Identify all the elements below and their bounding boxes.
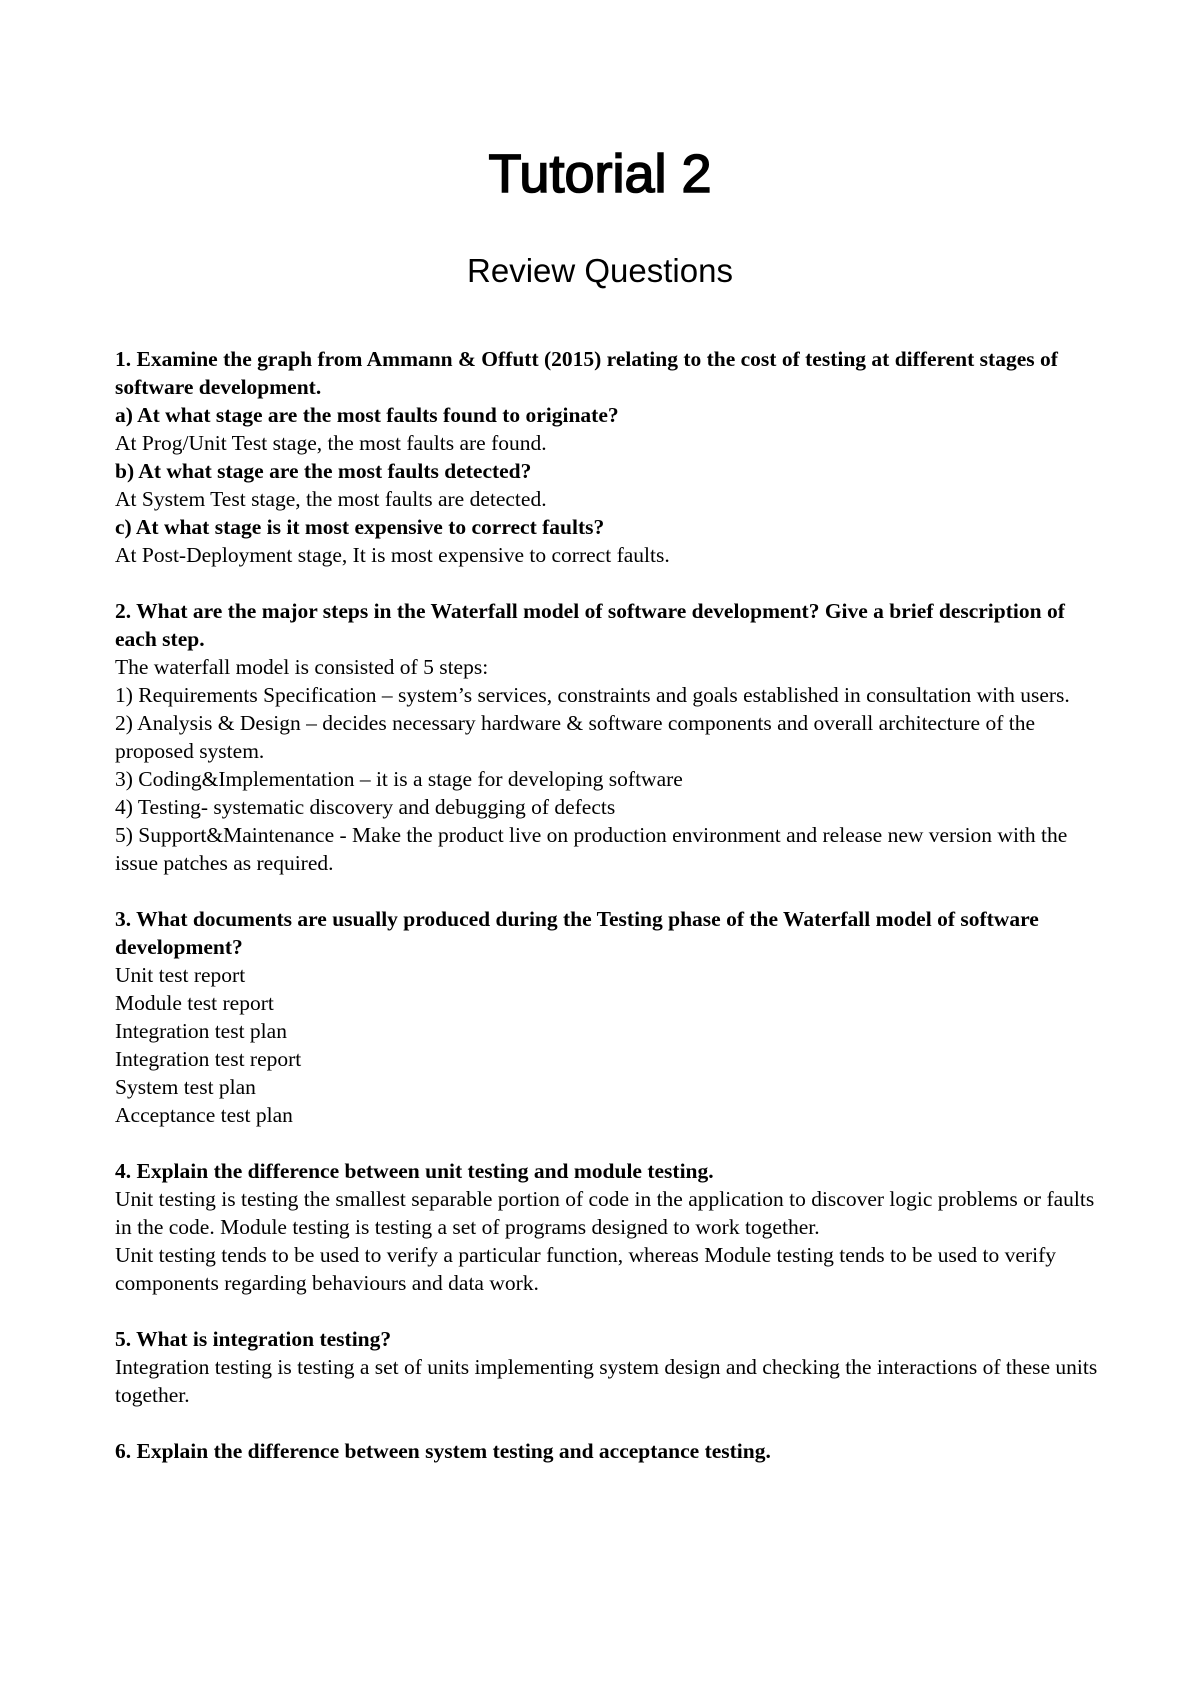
document-body [115, 345, 1100, 1493]
question-1c-text: c) At what stage is it most expensive to correct faults? [115, 515, 605, 539]
question-5-text: 5. What is integration testing? [115, 1327, 392, 1351]
question-1a-text: a) At what stage are the most faults found to originate? [115, 403, 619, 427]
question-block-3 [115, 905, 1100, 1129]
list-item: 1) Requirements Specification – system’s services, constraints and goals established in consultation with users. [115, 683, 1070, 707]
answer-1a-text: At Prog/Unit Test stage, the most faults are found. [115, 431, 547, 455]
question-block-4 [115, 1157, 1100, 1297]
question-1-text: 1. Examine the graph from Ammann & Offutt (2015) relating to the cost of testing at different stages of software development. [115, 347, 1058, 399]
answer-2-intro: The waterfall model is consisted of 5 steps: [115, 655, 489, 679]
list-item: Unit test report [115, 963, 246, 987]
answer-4-paragraph-1: Unit testing is testing the smallest separable portion of code in the application to discover logic problems or faults in the code. Module testing is testing a set of programs designed to work together. [115, 1187, 1095, 1239]
question-block-6 [115, 1437, 1100, 1465]
answer-4-paragraph-2: Unit testing tends to be used to verify a particular function, whereas Module testing tends to be used to verify components regarding behaviours and data work. [115, 1243, 1056, 1295]
answer-1c-text: At Post-Deployment stage, It is most expensive to correct faults. [115, 543, 670, 567]
testing-documents-list [115, 961, 1100, 1129]
question-2-text: 2. What are the major steps in the Waterfall model of software development? Give a brief description of each step. [115, 599, 1065, 651]
question-block-2 [115, 597, 1100, 877]
list-item: Integration test report [115, 1047, 302, 1071]
list-item: 4) Testing- systematic discovery and debugging of defects [115, 795, 616, 819]
question-4-text: 4. Explain the difference between unit testing and module testing. [115, 1159, 714, 1183]
question-3-text: 3. What documents are usually produced during the Testing phase of the Waterfall model of software development? [115, 907, 1039, 959]
answer-1b-text: At System Test stage, the most faults are detected. [115, 487, 547, 511]
list-item: 3) Coding&Implementation – it is a stage for developing software [115, 767, 683, 791]
question-1b-text: b) At what stage are the most faults detected? [115, 459, 532, 483]
waterfall-steps-list [115, 681, 1100, 877]
list-item: 2) Analysis & Design – decides necessary hardware & software components and overall architecture of the proposed system. [115, 711, 1035, 763]
question-block-1 [115, 345, 1100, 569]
question-6-text: 6. Explain the difference between system testing and acceptance testing. [115, 1439, 771, 1463]
question-block-5 [115, 1325, 1100, 1409]
list-item: 5) Support&Maintenance - Make the product live on production environment and release new version with the issue patches as required. [115, 823, 1068, 875]
page-subtitle: Review Questions [467, 252, 733, 289]
answer-5-paragraph-1: Integration testing is testing a set of units implementing system design and checking the interactions of these units together. [115, 1355, 1098, 1407]
list-item: System test plan [115, 1075, 256, 1099]
list-item: Acceptance test plan [115, 1103, 293, 1127]
page-title: Tutorial 2 [488, 144, 712, 204]
list-item: Module test report [115, 991, 274, 1015]
list-item: Integration test plan [115, 1019, 287, 1043]
